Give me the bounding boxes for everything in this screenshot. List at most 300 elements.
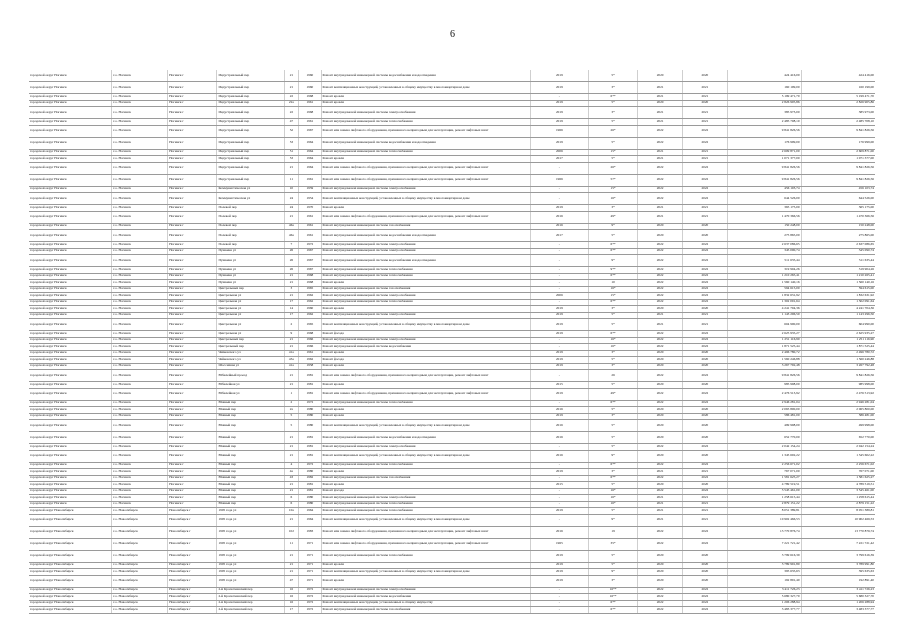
cell-year-built: 1965 [299,319,321,331]
cell-street: 2-й Кропоткинский пер [217,587,284,594]
cell-house: 21 [284,482,299,489]
cell-street: Индустриальный пер [217,107,284,119]
table-row [29,107,875,119]
cell-total-cost: 10 902 466,53 [801,514,875,526]
cell-work-type: Ремонт вентиляционных конструкций, установленных в общему имуществу в многоквартирном доме [321,82,530,94]
cell-work-type: Ремонт внутридомовой инженерной системы газоснабжения [321,223,530,230]
cell-cost: 1 832 631,92 [727,293,801,300]
cell-house: 21 [284,444,299,451]
cell-plan-start: 2022 [638,488,683,495]
cell-year-built: 1954 [299,193,321,205]
cell-street: Южный пер [217,501,284,508]
cell-settlement: г.о. Ногинск [112,162,168,174]
cell-work-type: Ремонт или замена лифтового оборудования, признанного непригодным для эксплуатации, ремонт лифтовых шахт [321,388,530,400]
table-row [29,538,875,550]
cell-plan-start: 2022 [638,400,683,407]
cell-locality: Ногинск г [168,174,217,186]
cell-locality: Ногинск г [168,413,217,420]
cell-settlement: г.о. Ногинск [112,337,168,344]
cell-municipality: городской округ Ногинск [29,450,112,462]
cell-locality: Ногинск г [168,107,217,119]
cell-plan-start: 2021 [638,508,683,515]
cell-work-type: Ремонт внутридомовой инженерной системы электроснабжения [321,107,530,119]
cell-cost: 365 175,00 [727,205,801,212]
cell-last-repair-year: - [530,587,588,594]
cell-total-cost: 2 879 151,22 [801,501,875,508]
cell-cost: 586 481,00 [727,413,801,420]
cell-municipality: городской округ Ногинск [29,273,112,280]
cell-plan-end: 2020 [682,363,727,370]
cell-plan-end: 2022 [682,255,727,267]
cell-house: 21 [284,450,299,462]
page-number: 6 [450,29,455,40]
cell-plan-start: 2020 [638,223,683,230]
cell-settlement: г.о. Ногинск [112,125,168,137]
cell-last-repair-year: - [530,462,588,469]
cell-settlement: г.о. Ногинск [112,94,168,101]
cell-plan-start: 2020 [638,482,683,489]
cell-cost: 1 206 288,94 [727,600,801,607]
cell-plan-start: 2020 [638,306,683,313]
cell-street: Центральная ул [217,306,284,313]
table-row [29,82,875,94]
cell-work-type: Ремонт кровли [321,407,530,414]
cell-street: Пушкина ул [217,248,284,255]
cell-last-repair-year: 2016 [530,432,588,444]
cell-plan-end: 2022 [682,174,727,186]
cell-municipality: городской округ Ногинск [29,149,112,156]
cell-settlement: г.о. Ногинск [112,156,168,163]
cell-house: 21 [284,370,299,382]
cell-locality: Ногинск г [168,280,217,287]
cell-street: Юбилейный проезд [217,370,284,382]
cell-plan-start: 2022 [638,193,683,205]
cell-street: Коммунистическая ул [217,193,284,205]
cell-street: 1905 года ул [217,514,284,526]
cell-locality: Ногинск г [168,230,217,242]
cell-total-cost: 604 990,00 [801,319,875,331]
cell-deterioration: 10 [588,280,637,287]
cell-cost: 8 051 389,81 [727,508,801,515]
cell-locality: Новосибирск г [168,587,217,594]
cell-work-type: Ремонт кровли [321,469,530,476]
cell-work-type: Ремонт внутридомовой инженерной системы газоснабжения [321,286,530,293]
cell-street: Полевой пер [217,205,284,212]
cell-deterioration: 6** [588,400,637,407]
cell-plan-end: 2022 [682,388,727,400]
cell-house: 41а [284,350,299,357]
cell-work-type: Ремонт кровли [321,413,530,420]
cell-year-built: 1980 [299,407,321,414]
cell-locality: Ногинск г [168,388,217,400]
cell-cost: 3 789 991,80 [727,562,801,569]
cell-plan-end: 2021 [682,156,727,163]
cell-work-type: Ремонт или замена лифтового оборудования, признанного непригодным для эксплуатации, ремонт лифтовых шахт [321,174,530,186]
cell-last-repair-year: 2019 [530,550,588,562]
cell-house: 43а [284,357,299,364]
table-row [29,255,875,267]
cell-settlement: г.о. Ногинск [112,230,168,242]
cell-settlement: г.о. Ногинск [112,450,168,462]
cell-settlement: г.о. Ногинск [112,370,168,382]
cell-settlement: г.о. Ногинск [112,286,168,293]
cell-house: 21 [284,280,299,287]
cell-plan-start: 2020 [638,100,683,107]
cell-cost: 1 258 615,44 [727,495,801,502]
cell-settlement: г.о. Ногинск [112,174,168,186]
cell-municipality: городской округ Новосибирск [29,514,112,526]
cell-work-type: Ремонт внутридомовой инженерной системы электроснабжения [321,248,530,255]
cell-locality: Новосибирск г [168,508,217,515]
cell-year-built: 1964 [299,508,321,515]
cell-year-built: 1972 [299,587,321,594]
cell-cost: 499 998,00 [727,420,801,432]
cell-total-cost: 652 770,00 [801,432,875,444]
cell-year-built: 1965 [299,286,321,293]
cell-locality: Ногинск г [168,363,217,370]
cell-last-repair-year: 2006 [530,293,588,300]
cell-locality: Ногинск г [168,286,217,293]
cell-last-repair-year: - [530,514,588,526]
cell-plan-start: 2020 [638,70,683,82]
cell-municipality: городской округ Ногинск [29,388,112,400]
cell-year-built: 1967 [299,255,321,267]
cell-locality: Ногинск г [168,267,217,274]
cell-last-repair-year: 1965 [530,538,588,550]
cell-plan-end: 2022 [682,444,727,451]
cell-settlement: г.о. Ногинск [112,186,168,193]
cell-plan-end: 2020 [682,407,727,414]
cell-last-repair-year: 2019 [530,137,588,149]
cell-plan-end: 2022 [682,293,727,300]
cell-plan-start: 2020 [638,350,683,357]
cell-plan-start: 2020 [638,575,683,587]
cell-deterioration: 3* [588,363,637,370]
cell-year-built: 1980 [299,420,321,432]
cell-total-cost: 3 267 792,48 [801,363,875,370]
cell-deterioration: 6** [588,600,637,607]
table-row [29,370,875,382]
cell-work-type: Ремонт внутридомовой инженерной системы теплоснабжения [321,501,530,508]
cell-deterioration: 6** [588,273,637,280]
cell-last-repair-year: 2019 [530,70,588,82]
cell-cost: 345 090,74 [727,248,801,255]
cell-municipality: городской округ Ногинск [29,475,112,482]
cell-settlement: г.о. Новосибирск [112,600,168,607]
cell-street: 2-й Кропоткинский пер [217,594,284,601]
cell-plan-end: 2021 [682,205,727,212]
cell-plan-start: 2022 [638,137,683,149]
cell-locality: Новосибирск г [168,569,217,576]
cell-total-cost: 1 832 631,92 [801,293,875,300]
table-row [29,420,875,432]
cell-municipality: городской округ Ногинск [29,242,112,249]
cell-cost: 652 770,00 [727,432,801,444]
cell-total-cost: 3 799 616,39 [801,550,875,562]
cell-plan-end: 2022 [682,286,727,293]
cell-plan-start: 2020 [638,413,683,420]
cell-plan-end: 2022 [682,280,727,287]
cell-house: 21 [284,162,299,174]
cell-work-type: Ремонт фасада [321,331,530,338]
cell-settlement: г.о. Новосибирск [112,514,168,526]
cell-plan-end: 2020 [682,230,727,242]
cell-settlement: г.о. Ногинск [112,255,168,267]
cell-cost: 1 581 625,27 [727,475,801,482]
cell-street: Полевой пер [217,211,284,223]
cell-plan-start: 2020 [638,550,683,562]
cell-work-type: Ремонт внутридомовой инженерной системы электроснабжения [321,312,530,319]
cell-street: Южный пер [217,407,284,414]
cell-last-repair-year: 2019 [530,100,588,107]
cell-deterioration: 3* [588,350,637,357]
cell-house: 14 [284,306,299,313]
cell-settlement: г.о. Ногинск [112,413,168,420]
cell-plan-end: 2021 [682,312,727,319]
cell-work-type: Ремонт или замена лифтового оборудования, признанного непригодным для эксплуатации, ремонт лифтовых шахт [321,162,530,174]
cell-street: Индустриальный пер [217,162,284,174]
cell-deterioration: 9* [588,255,637,267]
cell-settlement: г.о. Ногинск [112,293,168,300]
cell-year-built: 1968 [299,280,321,287]
cell-work-type: Ремонт внутридомовой инженерной системы водоснабжения [321,594,530,601]
cell-house: 46а [284,223,299,230]
cell-last-repair-year: 2019 [530,388,588,400]
cell-locality: Ногинск г [168,400,217,407]
cell-plan-end: 2021 [682,514,727,526]
cell-plan-end: 2021 [682,469,727,476]
cell-deterioration: 16* [588,337,637,344]
cell-settlement: г.о. Ногинск [112,344,168,351]
cell-year-built: 1980 [299,501,321,508]
cell-deterioration: 5* [588,357,637,364]
cell-total-cost: 5 199 471,70 [801,94,875,101]
cell-last-repair-year: - [530,267,588,274]
cell-street: Индустриальный пер [217,149,284,156]
cell-year-built: 1961 [299,230,321,242]
cell-total-cost: 3 789 991,80 [801,562,875,569]
cell-settlement: г.о. Ногинск [112,501,168,508]
cell-plan-start: 2020 [638,382,683,389]
cell-settlement: г.о. Ногинск [112,475,168,482]
cell-plan-start: 2021 [638,94,683,101]
cell-house: 2 [284,319,299,331]
table-row [29,193,875,205]
cell-house: 24 [284,193,299,205]
cell-last-repair-year: 2019 [530,350,588,357]
cell-municipality: городской округ Новосибирск [29,575,112,587]
cell-deterioration: 6** [588,607,637,614]
cell-last-repair-year: - [530,248,588,255]
cell-last-repair-year: - [530,193,588,205]
cell-total-cost: 7 221 721,42 [801,538,875,550]
cell-settlement: г.о. Новосибирск [112,508,168,515]
cell-municipality: городской округ Ногинск [29,125,112,137]
cell-plan-start: 2022 [638,594,683,601]
cell-plan-end: 2020 [682,382,727,389]
cell-deterioration: 5* [588,550,637,562]
cell-municipality: городской округ Ногинск [29,70,112,82]
cell-work-type: Ремонт фасада [321,488,530,495]
cell-settlement: г.о. Ногинск [112,462,168,469]
cell-street: 1905 года ул [217,569,284,576]
cell-house: 17 [284,312,299,319]
cell-house: 102 [284,526,299,538]
cell-locality: Новосибирск г [168,562,217,569]
cell-deterioration: 3* [588,413,637,420]
cell-municipality: городской округ Ногинск [29,137,112,149]
cell-plan-start: 2021 [638,312,683,319]
cell-street: Южный пер [217,462,284,469]
cell-house: 21 [284,569,299,576]
cell-settlement: г.о. Ногинск [112,482,168,489]
cell-total-cost: 2 496 780,72 [801,350,875,357]
cell-plan-end: 2021 [682,119,727,126]
cell-street: Южный пер [217,420,284,432]
cell-total-cost: 1 302 091,64 [801,299,875,306]
cell-plan-end: 2022 [682,125,727,137]
cell-work-type: Ремонт внутридомовой инженерной системы водоснабжения и водоотведения [321,70,530,82]
cell-last-repair-year: 2016 [530,450,588,462]
cell-plan-end: 2022 [682,186,727,193]
cell-work-type: Ремонт внутридомовой инженерной системы теплоснабжения [321,462,530,469]
cell-cost: 2 065 800,00 [727,407,801,414]
cell-municipality: городской округ Ногинск [29,370,112,382]
cell-deterioration: 15* [588,293,637,300]
cell-total-cost: 13 770 876,74 [801,526,875,538]
cell-deterioration: 9* [588,223,637,230]
cell-deterioration: 5* [588,432,637,444]
cell-plan-start: 2022 [638,607,683,614]
table-row [29,211,875,223]
cell-municipality: городской округ Ногинск [29,82,112,94]
cell-plan-start: 2022 [638,600,683,607]
cell-locality: Ногинск г [168,407,217,414]
cell-work-type: Ремонт внутридомовой инженерной системы электроснабжения [321,186,530,193]
cell-year-built: 1972 [299,400,321,407]
cell-municipality: городской округ Ногинск [29,337,112,344]
cell-last-repair-year: 2019 [530,413,588,420]
cell-plan-start: 2021 [638,156,683,163]
cell-plan-start: 2021 [638,82,683,94]
cell-deterioration: 5* [588,420,637,432]
cell-house: 53 [284,137,299,149]
cell-total-cost: 1 258 615,44 [801,495,875,502]
cell-house: 3 [284,286,299,293]
cell-deterioration: 5* [588,382,637,389]
cell-cost: 985 998,00 [727,382,801,389]
cell-cost: 395 635,63 [727,569,801,576]
cell-deterioration: 16* [588,193,637,205]
cell-street: Центральный пер [217,286,284,293]
cell-plan-end: 2022 [682,273,727,280]
cell-municipality: городской округ Ногинск [29,186,112,193]
cell-last-repair-year: - [530,286,588,293]
cell-total-cost: 3 411 726,23 [801,587,875,594]
cell-municipality: городской округ Ногинск [29,211,112,223]
cell-cost: 1 143 296,50 [727,312,801,319]
cell-settlement: г.о. Ногинск [112,432,168,444]
cell-plan-start: 2021 [638,501,683,508]
cell-street: Центральный пер [217,337,284,344]
cell-plan-end: 2022 [682,331,727,338]
cell-settlement: г.о. Ногинск [112,70,168,82]
cell-year-built: 1960 [299,70,321,82]
cell-last-repair-year: - [530,501,588,508]
cell-total-cost: 9 841 826,56 [801,174,875,186]
cell-year-built: 1967 [299,267,321,274]
cell-street: Южный пер [217,450,284,462]
cell-deterioration: 6** [588,94,637,101]
cell-locality: Новосибирск г [168,575,217,587]
cell-year-built: 1962 [299,299,321,306]
cell-plan-end: 2022 [682,488,727,495]
cell-plan-end: 2020 [682,420,727,432]
cell-municipality: городской округ Ногинск [29,482,112,489]
cell-street: Центральная ул [217,312,284,319]
cell-total-cost: 767 071,00 [801,469,875,476]
cell-settlement: г.о. Ногинск [112,357,168,364]
cell-work-type: Ремонт кровли [321,156,530,163]
cell-work-type: Ремонт внутридомовой инженерной системы теплоснабжения [321,400,530,407]
cell-work-type: Ремонт вентиляционных конструкций, установленных в общему имуществу в многоквартирном доме [321,420,530,432]
cell-deterioration: 15* [588,186,637,193]
cell-deterioration: 5* [588,508,637,515]
table-row [29,388,875,400]
cell-work-type: Ремонт внутридомовой инженерной системы электроснабжения [321,495,530,502]
cell-total-cost: 4 789 519,51 [801,482,875,489]
cell-plan-end: 2022 [682,162,727,174]
cell-municipality: городской округ Новосибирск [29,587,112,594]
table-row [29,550,875,562]
cell-municipality: городской округ Новосибирск [29,600,112,607]
cell-settlement: г.о. Ногинск [112,382,168,389]
cell-municipality: городской округ Ногинск [29,407,112,414]
cell-plan-end: 2022 [682,587,727,594]
cell-plan-start: 2022 [638,273,683,280]
cell-municipality: городской округ Ногинск [29,248,112,255]
cell-year-built: 1981 [299,444,321,451]
cell-street: Юбилейная ул [217,388,284,400]
cell-locality: Ногинск г [168,475,217,482]
cell-house: 21 [284,273,299,280]
cell-settlement: г.о. Ногинск [112,312,168,319]
capital-repair-table [29,70,875,614]
cell-year-built: 1983 [299,526,321,538]
cell-house: 47 [284,119,299,126]
cell-year-built: 1972 [299,600,321,607]
cell-total-cost: 9 841 826,56 [801,162,875,174]
cell-total-cost: 5 680 327,70 [801,594,875,601]
cell-municipality: городской округ Ногинск [29,107,112,119]
cell-settlement: г.о. Ногинск [112,119,168,126]
cell-street: Центральная ул [217,331,284,338]
cell-total-cost: 594 615,00 [801,286,875,293]
cell-plan-start: 2022 [638,293,683,300]
cell-settlement: г.о. Новосибирск [112,550,168,562]
cell-total-cost: 2 637 086,65 [801,242,875,249]
cell-deterioration: 26 [588,370,637,382]
cell-year-built: 1967 [299,125,321,137]
cell-municipality: городской округ Ногинск [29,293,112,300]
cell-deterioration: 5* [588,100,637,107]
cell-year-built: 1961 [299,119,321,126]
cell-work-type: Ремонт кровли [321,100,530,107]
cell-deterioration: 9* [588,514,637,526]
cell-plan-start: 2022 [638,370,683,382]
cell-total-cost: 2 609 871,00 [801,149,875,156]
cell-house: 21 [284,211,299,223]
